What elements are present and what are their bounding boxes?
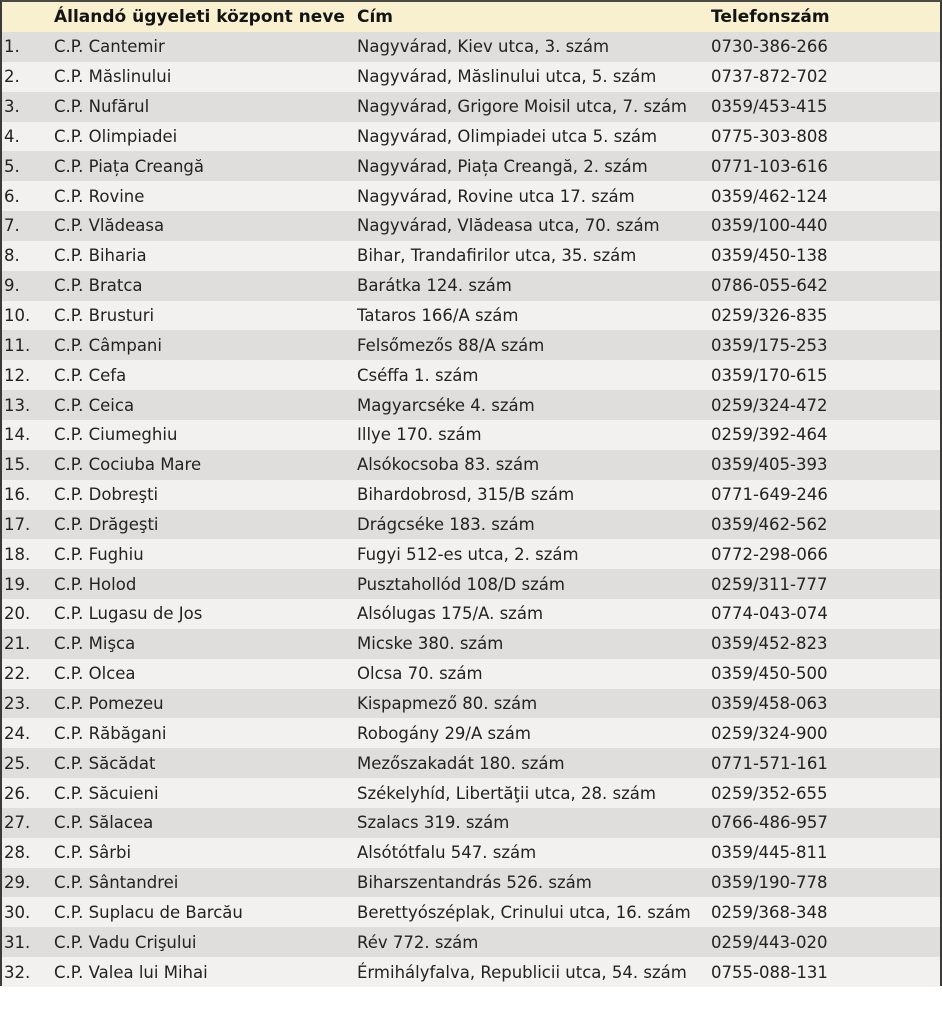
center-name-cell: C.P. Răbăgani: [54, 723, 167, 743]
phone-cell: 0771-649-246: [711, 485, 828, 505]
address-cell: Szalacs 319. szám: [357, 813, 510, 833]
phone-cell: 0359/405-393: [711, 455, 828, 475]
address-cell: Nagyvárad, Măslinului utca, 5. szám: [357, 67, 657, 87]
center-name-cell: C.P. Nufărul: [54, 97, 150, 117]
center-name-cell: C.P. Cefa: [54, 365, 127, 385]
address-cell: Székelyhíd, Libertăţii utca, 28. szám: [357, 783, 656, 803]
phone-cell: 0359/450-500: [711, 664, 828, 684]
phone-cell: 0359/175-253: [711, 335, 828, 355]
row-number: 22.: [4, 664, 31, 684]
center-name-cell: C.P. Fughiu: [54, 544, 144, 564]
center-name-cell: C.P. Cociuba Mare: [54, 455, 202, 475]
center-name-cell: C.P. Sârbi: [54, 843, 132, 863]
phone-cell: 0786-055-642: [711, 276, 828, 296]
phone-cell: 0775-303-808: [711, 126, 828, 146]
table-row: [2, 32, 940, 62]
row-number: 17.: [4, 514, 31, 534]
phone-cell: 0359/462-562: [711, 514, 828, 534]
row-number: 32.: [4, 962, 31, 982]
center-name-cell: C.P. Olcea: [54, 664, 136, 684]
row-number: 29.: [4, 873, 31, 893]
address-cell: Magyarcséke 4. szám: [357, 395, 535, 415]
row-number: 4.: [4, 126, 20, 146]
table-row: [2, 420, 940, 450]
center-name-cell: C.P. Holod: [54, 574, 137, 594]
table-row: [2, 957, 940, 987]
address-cell: Alsótótfalu 547. szám: [357, 843, 537, 863]
address-cell: Felsőmezős 88/A szám: [357, 335, 545, 355]
table-row: [2, 122, 940, 152]
row-number: 9.: [4, 276, 20, 296]
phone-cell: 0359/458-063: [711, 693, 828, 713]
row-number: 28.: [4, 843, 31, 863]
center-name-cell: C.P. Vlădeasa: [54, 216, 165, 236]
address-cell: Robogány 29/A szám: [357, 723, 531, 743]
center-name-cell: C.P. Valea lui Mihai: [54, 962, 208, 982]
center-name-cell: C.P. Bratca: [54, 276, 143, 296]
center-name-cell: C.P. Drăgeşti: [54, 514, 159, 534]
center-name-cell: C.P. Sălacea: [54, 813, 154, 833]
row-number: 2.: [4, 67, 20, 87]
address-cell: Mezőszakadát 180. szám: [357, 753, 565, 773]
row-number: 3.: [4, 97, 20, 117]
phone-cell: 0359/445-811: [711, 843, 828, 863]
row-number: 12.: [4, 365, 31, 385]
center-name-cell: C.P. Ciumeghiu: [54, 425, 178, 445]
row-number: 7.: [4, 216, 20, 236]
phone-cell: 0771-571-161: [711, 753, 828, 773]
table-row: [2, 599, 940, 629]
table-row: [2, 181, 940, 211]
address-cell: Bihar, Trandafirilor utca, 35. szám: [357, 246, 637, 266]
table-row: [2, 897, 940, 927]
address-cell: Alsólugas 175/A. szám: [357, 604, 544, 624]
row-number: 10.: [4, 306, 31, 326]
phone-cell: 0772-298-066: [711, 544, 828, 564]
row-number: 24.: [4, 723, 31, 743]
center-name-cell: C.P. Mişca: [54, 634, 136, 654]
center-name-cell: C.P. Măslinului: [54, 67, 172, 87]
phone-cell: 0259/392-464: [711, 425, 828, 445]
phone-cell: 0359/462-124: [711, 186, 828, 206]
row-number: 11.: [4, 335, 31, 355]
row-number: 8.: [4, 246, 20, 266]
header-address: Cím: [357, 7, 394, 27]
phone-cell: 0359/453-415: [711, 97, 828, 117]
table-row: [2, 450, 940, 480]
permanent-care-centers-table: [2, 2, 940, 987]
table-row: [2, 211, 940, 241]
center-name-cell: C.P. Cantemir: [54, 37, 165, 57]
center-name-cell: C.P. Săcădat: [54, 753, 156, 773]
address-cell: Illye 170. szám: [357, 425, 482, 445]
row-number: 18.: [4, 544, 31, 564]
table-row: [2, 510, 940, 540]
address-cell: Érmihályfalva, Republicii utca, 54. szám: [357, 962, 687, 982]
address-cell: Nagyvárad, Rovine utca 17. szám: [357, 186, 635, 206]
address-cell: Micske 380. szám: [357, 634, 504, 654]
phone-cell: 0755-088-131: [711, 962, 828, 982]
address-cell: Pusztahollód 108/D szám: [357, 574, 565, 594]
address-cell: Alsókocsoba 83. szám: [357, 455, 540, 475]
address-cell: Tataros 166/A szám: [357, 306, 519, 326]
header-phone: Telefonszám: [711, 7, 830, 27]
address-cell: Cséffa 1. szám: [357, 365, 479, 385]
row-number: 16.: [4, 485, 31, 505]
center-name-cell: C.P. Dobreşti: [54, 485, 159, 505]
center-name-cell: C.P. Lugasu de Jos: [54, 604, 203, 624]
row-number: 5.: [4, 156, 20, 176]
table-row: [2, 569, 940, 599]
row-number: 26.: [4, 783, 31, 803]
address-cell: Biharszentandrás 526. szám: [357, 873, 592, 893]
center-name-cell: C.P. Sântandrei: [54, 873, 179, 893]
phone-cell: 0259/324-900: [711, 723, 828, 743]
address-cell: Drágcséke 183. szám: [357, 514, 535, 534]
table-row: [2, 271, 940, 301]
address-cell: Nagyvárad, Piața Creangă, 2. szám: [357, 156, 648, 176]
table-row: [2, 92, 940, 122]
row-number: 21.: [4, 634, 31, 654]
table-row: [2, 868, 940, 898]
row-number: 23.: [4, 693, 31, 713]
row-number: 30.: [4, 902, 31, 922]
phone-cell: 0259/352-655: [711, 783, 828, 803]
row-number: 31.: [4, 932, 31, 952]
center-name-cell: C.P. Vadu Crişului: [54, 932, 197, 952]
center-name-cell: C.P. Suplacu de Barcău: [54, 902, 243, 922]
phone-cell: 0737-872-702: [711, 67, 828, 87]
table-row: [2, 241, 940, 271]
phone-cell: 0359/100-440: [711, 216, 828, 236]
table-row: [2, 301, 940, 331]
row-number: 25.: [4, 753, 31, 773]
table-row: [2, 659, 940, 689]
row-number: 27.: [4, 813, 31, 833]
table-row: [2, 62, 940, 92]
address-cell: Nagyvárad, Vlădeasa utca, 70. szám: [357, 216, 660, 236]
row-number: 1.: [4, 37, 20, 57]
center-name-cell: C.P. Rovine: [54, 186, 145, 206]
row-number: 20.: [4, 604, 31, 624]
address-cell: Nagyvárad, Grigore Moisil utca, 7. szám: [357, 97, 687, 117]
table-row: [2, 838, 940, 868]
center-name-cell: C.P. Olimpiadei: [54, 126, 178, 146]
phone-cell: 0359/452-823: [711, 634, 828, 654]
center-name-cell: C.P. Piața Creangă: [54, 156, 204, 176]
phone-cell: 0259/368-348: [711, 902, 828, 922]
phone-cell: 0774-043-074: [711, 604, 828, 624]
table-row: [2, 330, 940, 360]
center-name-cell: C.P. Ceica: [54, 395, 135, 415]
table-row: [2, 480, 940, 510]
address-cell: Nagyvárad, Olimpiadei utca 5. szám: [357, 126, 658, 146]
phone-cell: 0359/190-778: [711, 873, 828, 893]
table-body: [2, 32, 940, 987]
table-header-row: [2, 2, 940, 32]
table-row: [2, 689, 940, 719]
table-row: [2, 927, 940, 957]
address-cell: Fugyi 512-es utca, 2. szám: [357, 544, 579, 564]
row-number: 14.: [4, 425, 31, 445]
row-number: 15.: [4, 455, 31, 475]
table-row: [2, 629, 940, 659]
center-name-cell: C.P. Brusturi: [54, 306, 155, 326]
table-row: [2, 808, 940, 838]
header-center-name: Állandó ügyeleti központ neve: [54, 7, 345, 27]
phone-cell: 0771-103-616: [711, 156, 828, 176]
phone-cell: 0766-486-957: [711, 813, 828, 833]
phone-cell: 0259/326-835: [711, 306, 828, 326]
table-row: [2, 539, 940, 569]
address-cell: Barátka 124. szám: [357, 276, 512, 296]
phone-cell: 0259/324-472: [711, 395, 828, 415]
table-row: [2, 718, 940, 748]
phone-cell: 0359/170-615: [711, 365, 828, 385]
phone-cell: 0259/311-777: [711, 574, 828, 594]
table-row: [2, 748, 940, 778]
center-name-cell: C.P. Săcuieni: [54, 783, 159, 803]
address-cell: Nagyvárad, Kiev utca, 3. szám: [357, 37, 610, 57]
phone-cell: 0359/450-138: [711, 246, 828, 266]
header-number: [2, 2, 52, 32]
center-name-cell: C.P. Pomezeu: [54, 693, 164, 713]
phone-cell: 0259/443-020: [711, 932, 828, 952]
table-row: [2, 390, 940, 420]
row-number: 6.: [4, 186, 20, 206]
address-cell: Bihardobrosd, 315/B szám: [357, 485, 575, 505]
table-row: [2, 778, 940, 808]
table-row: [2, 360, 940, 390]
row-number: 13.: [4, 395, 31, 415]
row-number: 19.: [4, 574, 31, 594]
table-row: [2, 151, 940, 181]
address-cell: Kispapmező 80. szám: [357, 693, 538, 713]
address-cell: Berettyószéplak, Crinului utca, 16. szám: [357, 902, 691, 922]
address-cell: Olcsa 70. szám: [357, 664, 483, 684]
address-cell: Rév 772. szám: [357, 932, 479, 952]
phone-cell: 0730-386-266: [711, 37, 828, 57]
center-name-cell: C.P. Biharia: [54, 246, 147, 266]
center-name-cell: C.P. Câmpani: [54, 335, 162, 355]
